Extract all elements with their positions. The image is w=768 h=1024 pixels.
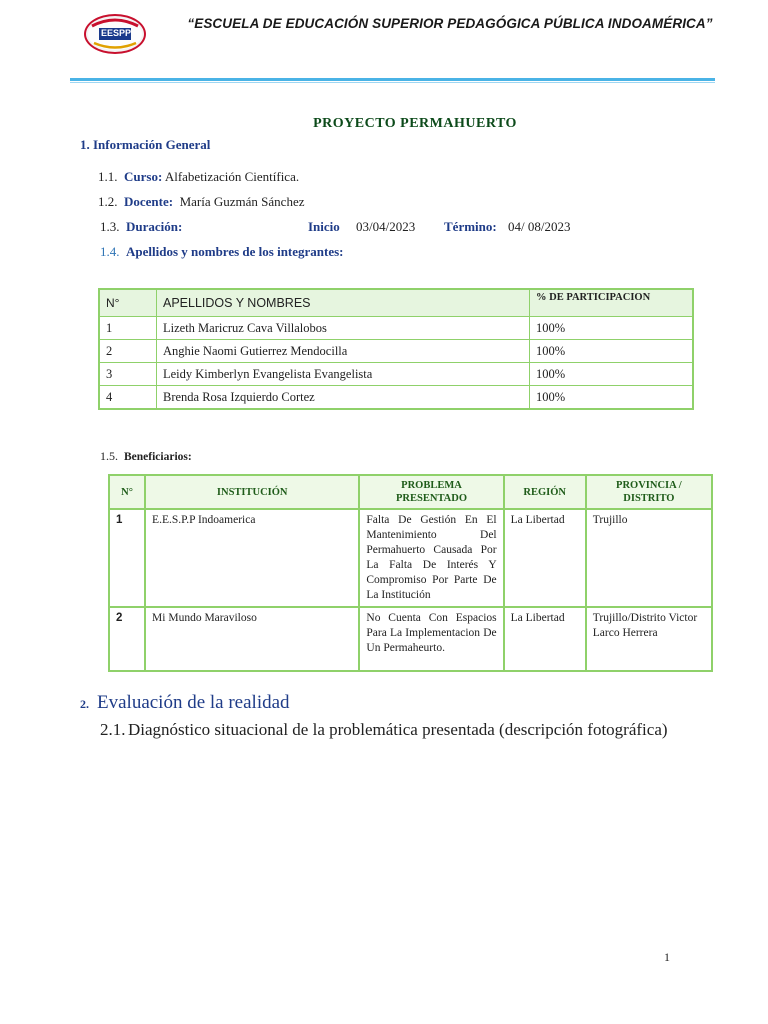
subsection-2-1 <box>100 719 700 741</box>
section-title: Evaluación de la realidad <box>97 692 290 713</box>
cell-participation: 100% <box>530 317 694 340</box>
table-row <box>109 607 712 671</box>
school-logo <box>84 14 146 54</box>
header-cell: N° <box>109 475 145 509</box>
members-heading <box>100 244 344 260</box>
cell-institution: E.E.S.P.P Indoamerica <box>145 509 359 607</box>
cell-problem: Falta De Gestión En El Mantenimiento Del Permahuerto Causada Por La Falta De Interés Y Compromiso Por Parte De La Institución <box>359 509 503 607</box>
table-row <box>99 317 693 340</box>
section-title: Información General <box>93 137 211 152</box>
beneficiaries-label: Beneficiarios: <box>124 451 192 463</box>
item-number: 1.4. <box>100 244 120 259</box>
cell-number: 2 <box>109 607 145 671</box>
section-1-heading <box>80 137 210 153</box>
end-date: 04/ 08/2023 <box>508 219 571 234</box>
section-number: 2. <box>80 697 89 711</box>
cell-region: La Libertad <box>504 607 586 671</box>
header-cell: APELLIDOS Y NOMBRES <box>157 289 530 317</box>
table-row <box>99 340 693 363</box>
table-row <box>99 363 693 386</box>
duration-line <box>100 219 700 235</box>
cell-number: 3 <box>99 363 157 386</box>
beneficiaries-heading <box>100 449 192 464</box>
cell-participation: 100% <box>530 340 694 363</box>
start-label: Inicio <box>308 219 340 234</box>
cell-name: Lizeth Maricruz Cava Villalobos <box>157 317 530 340</box>
cell-name: Brenda Rosa Izquierdo Cortez <box>157 386 530 410</box>
table-header-row <box>99 289 693 317</box>
subsection-title: Diagnóstico situacional de la problemática presentada (descripción fotográfica) <box>128 720 668 739</box>
cell-problem: No Cuenta Con Espacios Para La Implementacion De Un Permaheurto. <box>359 607 503 671</box>
cell-province: Trujillo <box>586 509 712 607</box>
header-cell: PROVINCIA / DISTRITO <box>586 475 712 509</box>
header-divider-thin <box>70 82 715 83</box>
header-divider <box>70 78 715 81</box>
cell-name: Anghie Naomi Gutierrez Mendocilla <box>157 340 530 363</box>
header-cell: PROBLEMA PRESENTADO <box>359 475 503 509</box>
cell-number: 1 <box>109 509 145 607</box>
item-number: 1.5. <box>100 449 118 463</box>
page-number: 1 <box>664 950 670 964</box>
cell-region: La Libertad <box>504 509 586 607</box>
course-value: Alfabetización Científica. <box>164 169 300 184</box>
section-2-heading <box>80 692 290 714</box>
start-date: 03/04/2023 <box>356 219 416 234</box>
item-number: 1.2. <box>98 194 118 209</box>
cell-number: 2 <box>99 340 157 363</box>
cell-province: Trujillo/Distrito Victor Larco Herrera <box>586 607 712 671</box>
table-row <box>109 509 712 607</box>
cell-number: 4 <box>99 386 157 410</box>
end-label: Término: <box>444 219 497 234</box>
header-cell: N° <box>99 289 157 317</box>
table-header-row <box>109 475 712 509</box>
section-number: 1. <box>80 137 90 152</box>
cell-participation: 100% <box>530 386 694 410</box>
logo-text: EESPP <box>101 28 132 38</box>
header-cell: INSTITUCIÓN <box>145 475 359 509</box>
item-number: 1.1. <box>98 169 118 184</box>
item-number: 1.3. <box>100 219 120 234</box>
course-label: Curso: <box>124 169 163 184</box>
cell-number: 1 <box>99 317 157 340</box>
table-row <box>99 386 693 410</box>
school-title: “ESCUELA DE EDUCACIÓN SUPERIOR PEDAGÓGICA PÚBLICA INDOAMÉRICA” <box>187 16 713 31</box>
subsection-number: 2.1. <box>100 720 126 739</box>
header-cell: % DE PARTICIPACION <box>530 289 694 317</box>
cell-participation: 100% <box>530 363 694 386</box>
beneficiaries-table <box>108 474 713 672</box>
course-line <box>98 169 299 185</box>
teacher-label: Docente: <box>124 194 174 209</box>
teacher-value: María Guzmán Sánchez <box>179 194 305 209</box>
header-cell: REGIÓN <box>504 475 586 509</box>
duration-label: Duración: <box>126 219 183 234</box>
document-title: PROYECTO PERMAHUERTO <box>313 116 517 131</box>
cell-institution: Mi Mundo Maraviloso <box>145 607 359 671</box>
members-label: Apellidos y nombres de los integrantes: <box>126 244 344 259</box>
teacher-line <box>98 194 304 210</box>
cell-name: Leidy Kimberlyn Evangelista Evangelista <box>157 363 530 386</box>
members-table <box>98 288 694 410</box>
